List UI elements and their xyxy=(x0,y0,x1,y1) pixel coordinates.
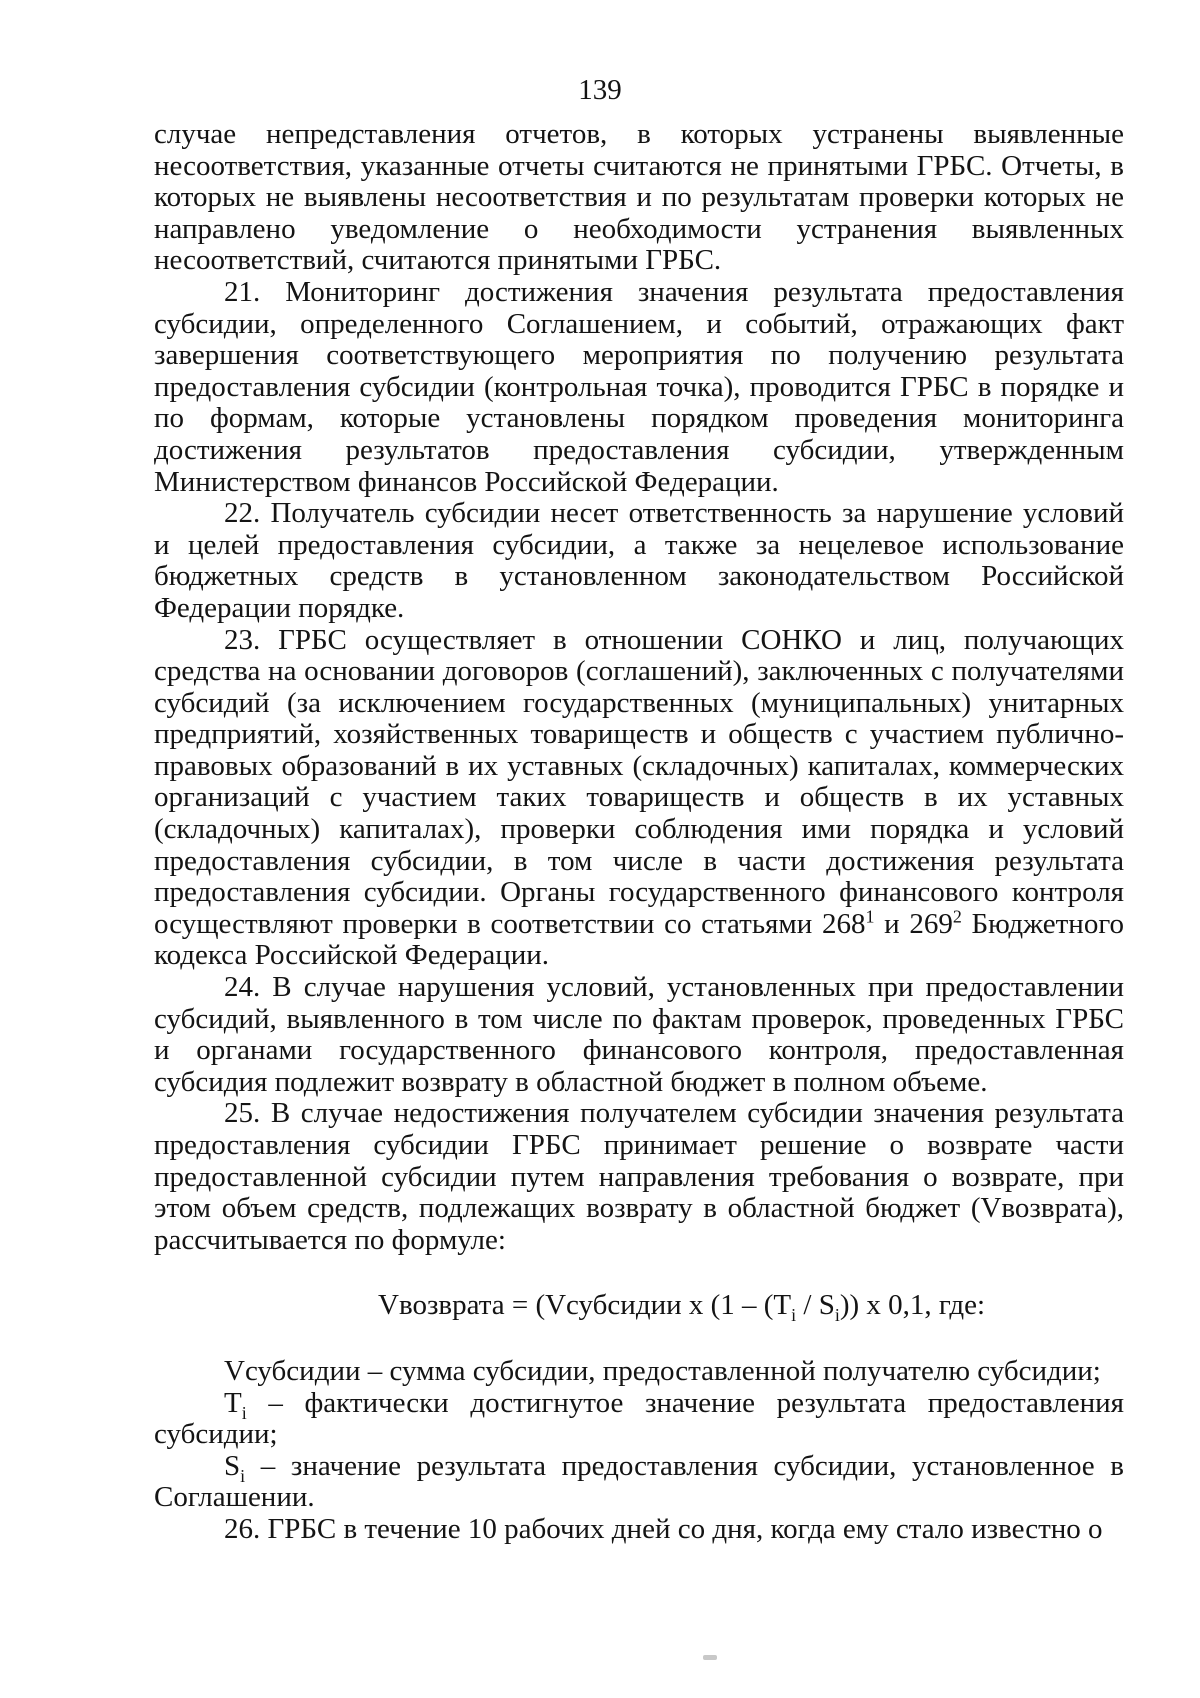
paragraph-continuation: случае непредставления отчетов, в которых устранены выявленные несоответствия, указанные отчеты считаются не принятыми ГРБС. Отчеты, в которых не выявлены несоответствия и по результатам проверки которых не направлено уведомление о необходимости устранения выявленных несоответствий, считаются принятыми ГРБС. xyxy=(154,118,1124,277)
formula-part-1: Vвозврата = (Vсубсидии x (1 – (T xyxy=(378,1289,792,1322)
superscript-269: 2 xyxy=(952,906,962,927)
symbol-s: S xyxy=(224,1449,241,1482)
paragraph-23-text-c: Бюджетного кодекса Российской Федерации. xyxy=(154,907,1124,972)
definition-t-i xyxy=(154,1388,1124,1451)
definition-t-text: – фактически достигнутое значение результата предоставления субсидии; xyxy=(154,1386,1124,1451)
formula-subscript-2: i xyxy=(834,1305,840,1326)
formula-subscript-1: i xyxy=(791,1305,797,1326)
page-number: 139 xyxy=(578,74,622,106)
definition-s-i xyxy=(154,1451,1124,1514)
definition-v-subsidy: Vсубсидии – сумма субсидии, предоставленной получателю субсидии; xyxy=(224,1354,1101,1387)
paragraph-23-text-a: 23. ГРБС осуществляет в отношении СОНКО и лиц, получающих средства на основании договоров (соглашений), заключенных с получателями субсидий (за исключением государственных (муниципальных) унитарных предприятий, хозяйственных товариществ и обществ с участием публично-правовых образований в их уставных (складочных) капиталах, коммерческих организаций с участием таких товариществ и обществ в их уставных (складочных) капиталах), проверки соблюдения ими порядка и условий предоставления субсидии, в том числе в части достижения результата предоставления субсидии. Органы государственного финансового контроля осуществляют проверки в соответствии со статьями 268 xyxy=(154,623,1124,940)
scan-artifact xyxy=(703,1655,717,1660)
symbol-t-subscript: i xyxy=(241,1402,247,1423)
formula-part-3: )) x 0,1, где: xyxy=(839,1289,986,1322)
symbol-t: T xyxy=(224,1386,242,1419)
paragraph-24: 24. В случае нарушения условий, установленных при предоставлении субсидий, выявленного в том числе по фактам проверок, проведенных ГРБС и органами государственного финансового контроля, предоставленная субсидия подлежит возврату в областной бюджет в полном объеме. xyxy=(154,971,1124,1098)
refund-formula xyxy=(154,1289,1124,1326)
paragraph-25: 25. В случае недостижения получателем субсидии значения результата предоставления субсидии ГРБС принимает решение о возврате части предоставленной субсидии путем направления требования о возврате, при этом объем средств, подлежащих возврату в областной бюджет (Vвозврата), рассчитывается по формуле: xyxy=(154,1097,1124,1256)
definition-s-text: – значение результата предоставления субсидии, установленное в Соглашении. xyxy=(154,1449,1124,1514)
paragraph-22: 22. Получатель субсидии несет ответственность за нарушение условий и целей предоставления субсидии, а также за нецелевое использование бюджетных средств в установленном законодательством Российской Федерации порядке. xyxy=(154,497,1124,624)
document-body xyxy=(154,119,1124,1546)
paragraph-23-text-b: и 269 xyxy=(874,907,953,940)
superscript-268: 1 xyxy=(865,906,875,927)
paragraph-23 xyxy=(154,625,1124,973)
paragraph-26: 26. ГРБС в течение 10 рабочих дней со дня, когда ему стало известно о xyxy=(224,1512,1103,1545)
paragraph-21: 21. Мониторинг достижения значения результата предоставления субсидии, определенного Соглашением, и событий, отражающих факт завершения соответствующего мероприятия по получению результата предоставления субсидии (контрольная точка), проводится ГРБС в порядке и по формам, которые установлены порядком проведения мониторинга достижения результатов предоставления субсидии, утвержденным Министерством финансов Российской Федерации. xyxy=(154,275,1124,498)
symbol-s-subscript: i xyxy=(240,1465,246,1486)
formula-part-2: / S xyxy=(796,1289,835,1322)
